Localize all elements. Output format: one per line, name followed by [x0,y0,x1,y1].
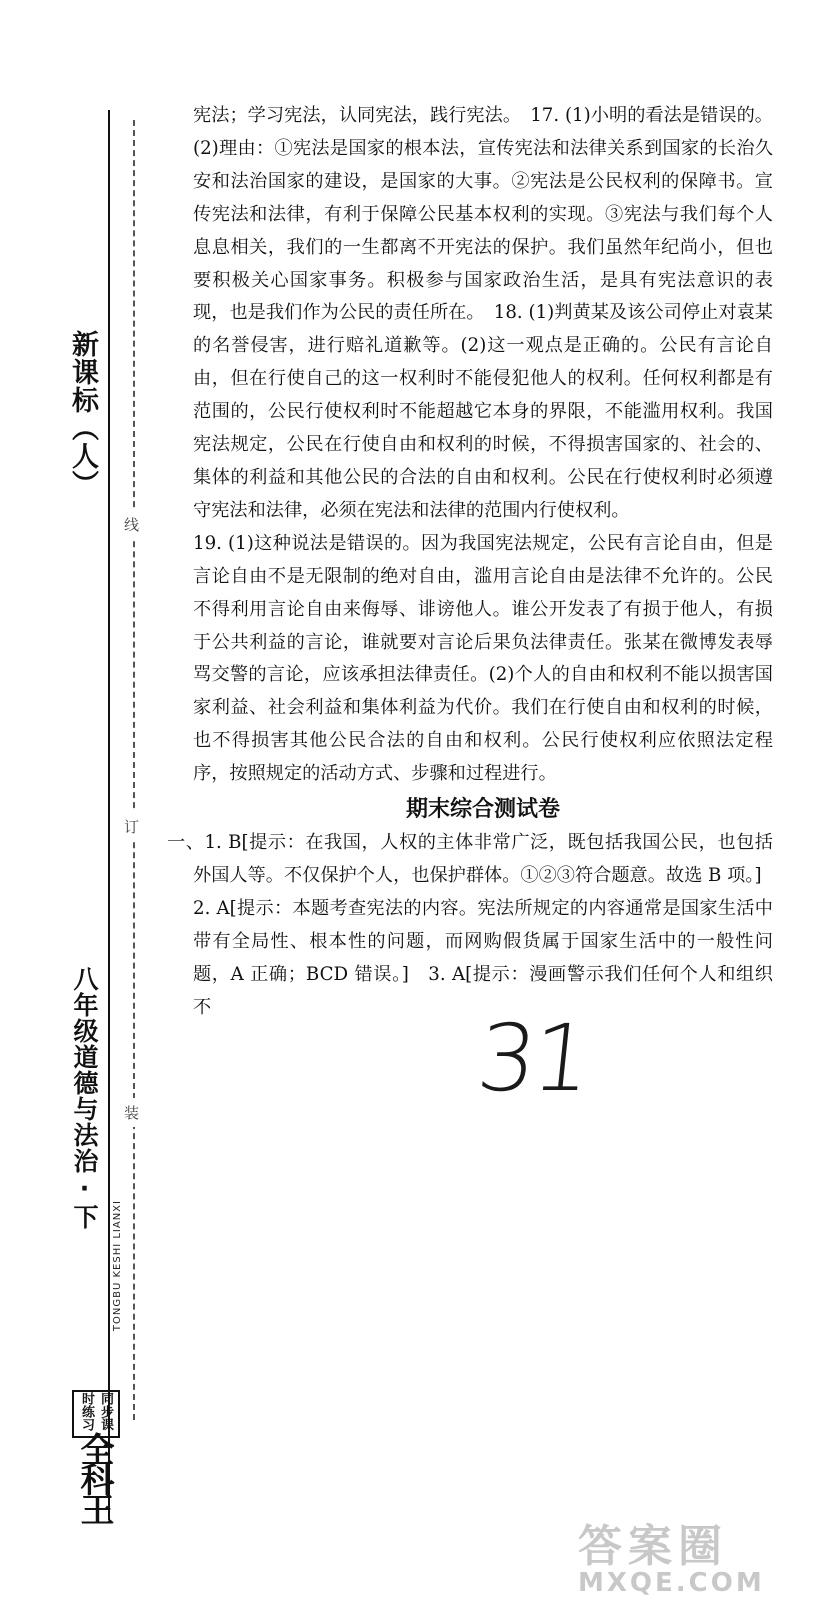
answer-paragraph-part1-q1: 一、1. B[提示：在我国，人权的主体非常广泛，既包括我国公民，也包括外国人等。不仅保护个人，也保护群体。①②③符合题意。故选 B 项。] [167,832,773,886]
binding-margin [0,0,185,1600]
publisher-logo [64,1390,124,1540]
watermark-url: MXQE.COM [578,1568,765,1598]
watermark-top: 答案圈 [578,1521,728,1572]
logo-brand: 全科王 [74,1432,114,1522]
watermark-logo [578,1510,798,1598]
margin-rule [108,110,110,1520]
answer-paragraph-part1-q2-q3: 2. A[提示：本题考查宪法的内容。宪法所规定的内容通常是国家生活中带有全局性、根本性的问题，而网购假货属于国家生活中的一般性问题，A 正确；BCD 错误。] 3. A[提示：漫画警示我们任何个人和组织不 [193,897,773,1018]
answer-paragraph-19: 19. (1)这种说法是错误的。因为我国宪法规定，公民有言论自由，但是言论自由不是无限制的绝对自由，滥用言论自由是法律不允许的。公民不得利用言论自由来侮辱、诽谤他人。谁公开发表了有损于他人，有损于公共利益的言论，谁就要对言论后果负法律责任。张某在微博发表辱骂交警的言论，应该承担法律责任。(2)个人的自由和权利不能以损害国家利益、社会利益和集体利益为代价。我们在行使自由和权利的时候，也不得损害其他公民合法的自由和权利。公民行使权利应依照法定程序，按照规定的活动方式、步骤和过程进行。 [193,532,773,785]
section-title: 期末综合测试卷 [405,797,560,823]
handwritten-page-number: 31 [472,1005,593,1112]
margin-mark-zhuang: 装 [124,1098,139,1127]
logo-sub: 同步课时练习 [72,1390,120,1438]
book-title: 八年级道德与法治·下 [70,966,99,1230]
cut-line [133,120,135,1420]
answer-paragraph-17-18: 宪法；学习宪法，认同宪法，践行宪法。 17. (1)小明的看法是错误的。(2)理由：①宪法是国家的根本法，宣传宪法和法律关系到国家的长治久安和法治国家的建设，是国家的大事。②宪法是公民权利的保障书。宣传宪法和法律，有利于保障公民基本权利的实现。③宪法与我们每个人息息相关，我们的一生都离不开宪法的保护。我们虽然年纪尚小，但也要积极关心国家事务。积极参与国家政治生活，是具有宪法意识的表现，也是我们作为公民的责任所在。 18. (1)判黄某及该公司停止对袁某的名誉侵害，进行赔礼道歉等。(2)这一观点是正确的。公民有言论自由，但在行使自己的这一权利时不能侵犯他人的权利。任何权利都是有范围的，公民行使权利时不能超越它本身的界限，不能滥用权利。我国宪法规定，公民在行使自由和权利的时候，不得损害国家的、社会的、集体的利益和其他公民的合法的自由和权利。公民在行使权利时必须遵守宪法和法律，必须在宪法和法律的范围内行使权利。 [193,105,773,521]
answer-body [167,100,773,1024]
margin-mark-xian: 线 [124,510,139,539]
margin-mark-ding: 订 [124,812,139,841]
running-header [62,330,102,1230]
logo-pinyin: TONGBU KESHI LIANXI [112,1200,123,1332]
edition-label: 新课标（人） [67,330,98,498]
